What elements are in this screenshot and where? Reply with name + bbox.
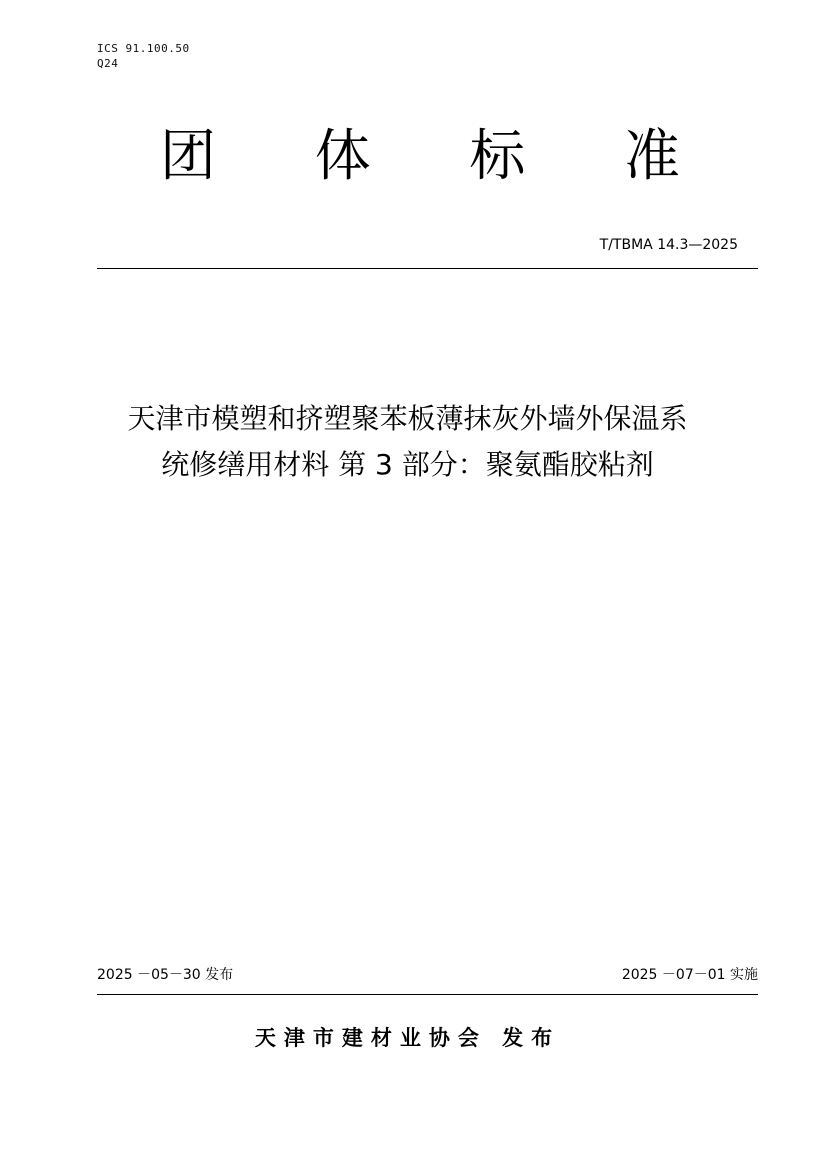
implementation-date: 2025 －07－01 实施	[621, 967, 758, 983]
title-char: 准	[623, 124, 680, 189]
standard-type-title	[160, 122, 680, 192]
classification-codes	[97, 41, 190, 71]
publisher: 天津市建材业协会 发布	[254, 1026, 561, 1050]
title-char: 体	[314, 124, 371, 189]
ccs-code: Q24	[97, 57, 119, 70]
document-title-line-1: 天津市模塑和挤塑聚苯板薄抹灰外墙外保温系	[127, 402, 688, 435]
title-char: 标	[469, 124, 526, 189]
bottom-divider	[97, 994, 758, 995]
standard-number: T/TBMA 14.3—2025	[599, 237, 738, 253]
top-divider	[97, 268, 758, 269]
document-title-line-2: 统修缮用材料 第 3 部分：聚氨酯胶粘剂	[161, 448, 654, 481]
document-title	[60, 396, 755, 488]
ics-code: ICS 91.100.50	[97, 42, 190, 55]
publish-date: 2025 －05－30 发布	[97, 967, 234, 983]
title-char: 团	[160, 124, 216, 189]
